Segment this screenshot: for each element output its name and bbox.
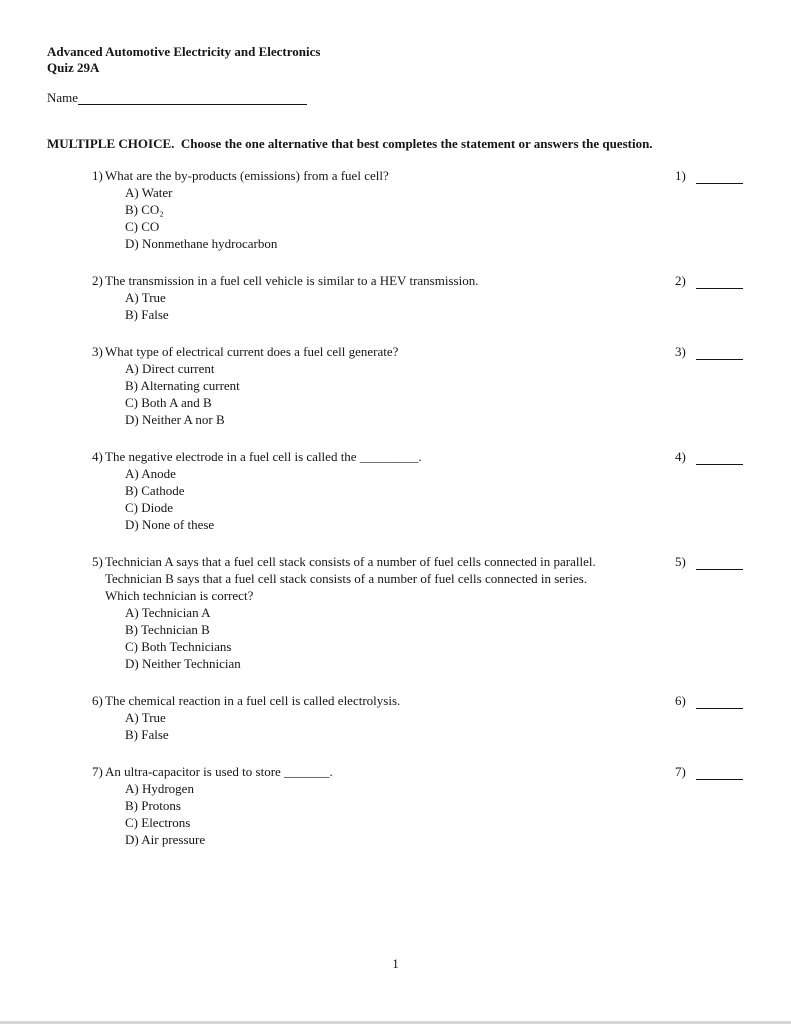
quiz-title: Quiz 29A xyxy=(47,60,100,75)
answer-option: B) Alternating current xyxy=(125,378,240,393)
answer-option: B) CO₂ xyxy=(125,202,164,217)
question-first-line xyxy=(92,272,667,289)
question-body xyxy=(92,553,667,672)
answer-option: B) Protons xyxy=(125,798,181,813)
question-options xyxy=(92,604,667,672)
answer-option: A) True xyxy=(125,710,166,725)
answer-area xyxy=(675,763,745,780)
question-first-line xyxy=(92,692,667,709)
answer-option: A) Technician A xyxy=(125,605,211,620)
question-text: What type of electrical current does a fuel cell generate? xyxy=(105,344,399,359)
answer-option: A) Hydrogen xyxy=(125,781,194,796)
answer-blank[interactable] xyxy=(696,769,743,780)
question-text-line: Technician B says that a fuel cell stack consists of a number of fuel cells connected in series. xyxy=(105,571,588,586)
answer-area xyxy=(675,272,745,289)
answer-blank[interactable] xyxy=(696,454,743,465)
answer-blank[interactable] xyxy=(696,349,743,360)
answer-option: C) Both Technicians xyxy=(125,639,232,654)
instructions: MULTIPLE CHOICE. Choose the one alternative that best completes the statement or answers the question. xyxy=(47,136,653,151)
question-options xyxy=(92,709,667,743)
answer-blank[interactable] xyxy=(696,173,743,184)
question-block xyxy=(47,272,745,323)
question-text-line: Which technician is correct? xyxy=(105,588,254,603)
answer-option: D) None of these xyxy=(125,517,215,532)
name-row xyxy=(47,89,745,106)
question-first-line xyxy=(92,763,667,780)
answer-number: 3) xyxy=(675,344,686,359)
question-number: 2) xyxy=(92,273,103,288)
answer-number: 4) xyxy=(675,449,686,464)
answer-area xyxy=(675,448,745,465)
answer-number: 1) xyxy=(675,168,686,183)
name-label: Name xyxy=(47,90,79,105)
answer-number: 2) xyxy=(675,273,686,288)
question-number: 4) xyxy=(92,449,103,464)
question-block xyxy=(47,343,745,428)
question-text: Technician A says that a fuel cell stack consists of a number of fuel cells connected in parallel. xyxy=(105,554,596,569)
answer-option: C) Both A and B xyxy=(125,395,212,410)
question-body xyxy=(92,167,667,252)
answer-blank[interactable] xyxy=(696,698,743,709)
question-first-line xyxy=(92,448,667,465)
question-text: The transmission in a fuel cell vehicle is similar to a HEV transmission. xyxy=(105,273,479,288)
question-body xyxy=(92,272,667,323)
question-block xyxy=(47,448,745,533)
answer-option: D) Neither A nor B xyxy=(125,412,225,427)
answer-area xyxy=(675,343,745,360)
answer-blank[interactable] xyxy=(696,559,743,570)
question-options xyxy=(92,465,667,533)
question-body xyxy=(92,763,667,848)
question-body xyxy=(92,448,667,533)
answer-area xyxy=(675,167,745,184)
questions-list xyxy=(47,167,745,848)
question-options xyxy=(92,780,667,848)
answer-blank[interactable] xyxy=(696,278,743,289)
question-text: The chemical reaction in a fuel cell is called electrolysis. xyxy=(105,693,401,708)
name-blank[interactable] xyxy=(78,93,307,105)
question-options xyxy=(92,184,667,252)
answer-option: C) Diode xyxy=(125,500,174,515)
answer-option: D) Air pressure xyxy=(125,832,206,847)
answer-option: A) Direct current xyxy=(125,361,215,376)
answer-option: C) Electrons xyxy=(125,815,191,830)
answer-option: D) Neither Technician xyxy=(125,656,241,671)
question-text: The negative electrode in a fuel cell is called the _________. xyxy=(105,449,422,464)
answer-number: 6) xyxy=(675,693,686,708)
question-options xyxy=(92,289,667,323)
answer-area xyxy=(675,692,745,709)
question-number: 6) xyxy=(92,693,103,708)
answer-option: D) Nonmethane hydrocarbon xyxy=(125,236,278,251)
question-number: 5) xyxy=(92,554,103,569)
answer-option: A) Water xyxy=(125,185,173,200)
answer-option: B) Cathode xyxy=(125,483,185,498)
question-block xyxy=(47,692,745,743)
question-first-line xyxy=(92,343,667,360)
question-number: 1) xyxy=(92,168,103,183)
question-options xyxy=(92,360,667,428)
answer-number: 5) xyxy=(675,554,686,569)
answer-number: 7) xyxy=(675,764,686,779)
question-body xyxy=(92,343,667,428)
answer-option: B) False xyxy=(125,727,169,742)
question-block xyxy=(47,553,745,672)
question-first-line xyxy=(92,167,667,184)
answer-option: B) Technician B xyxy=(125,622,210,637)
answer-option: C) CO xyxy=(125,219,160,234)
page-number: 1 xyxy=(392,956,399,971)
question-first-line xyxy=(92,553,667,570)
answer-option: A) Anode xyxy=(125,466,176,481)
question-number: 3) xyxy=(92,344,103,359)
question-text: An ultra-capacitor is used to store _______. xyxy=(105,764,333,779)
answer-option: B) False xyxy=(125,307,169,322)
question-block xyxy=(47,763,745,848)
question-block xyxy=(47,167,745,252)
question-body xyxy=(92,692,667,743)
question-text: What are the by-products (emissions) from a fuel cell? xyxy=(105,168,389,183)
question-number: 7) xyxy=(92,764,103,779)
answer-option: A) True xyxy=(125,290,166,305)
answer-area xyxy=(675,553,745,570)
course-title: Advanced Automotive Electricity and Electronics xyxy=(47,44,321,59)
